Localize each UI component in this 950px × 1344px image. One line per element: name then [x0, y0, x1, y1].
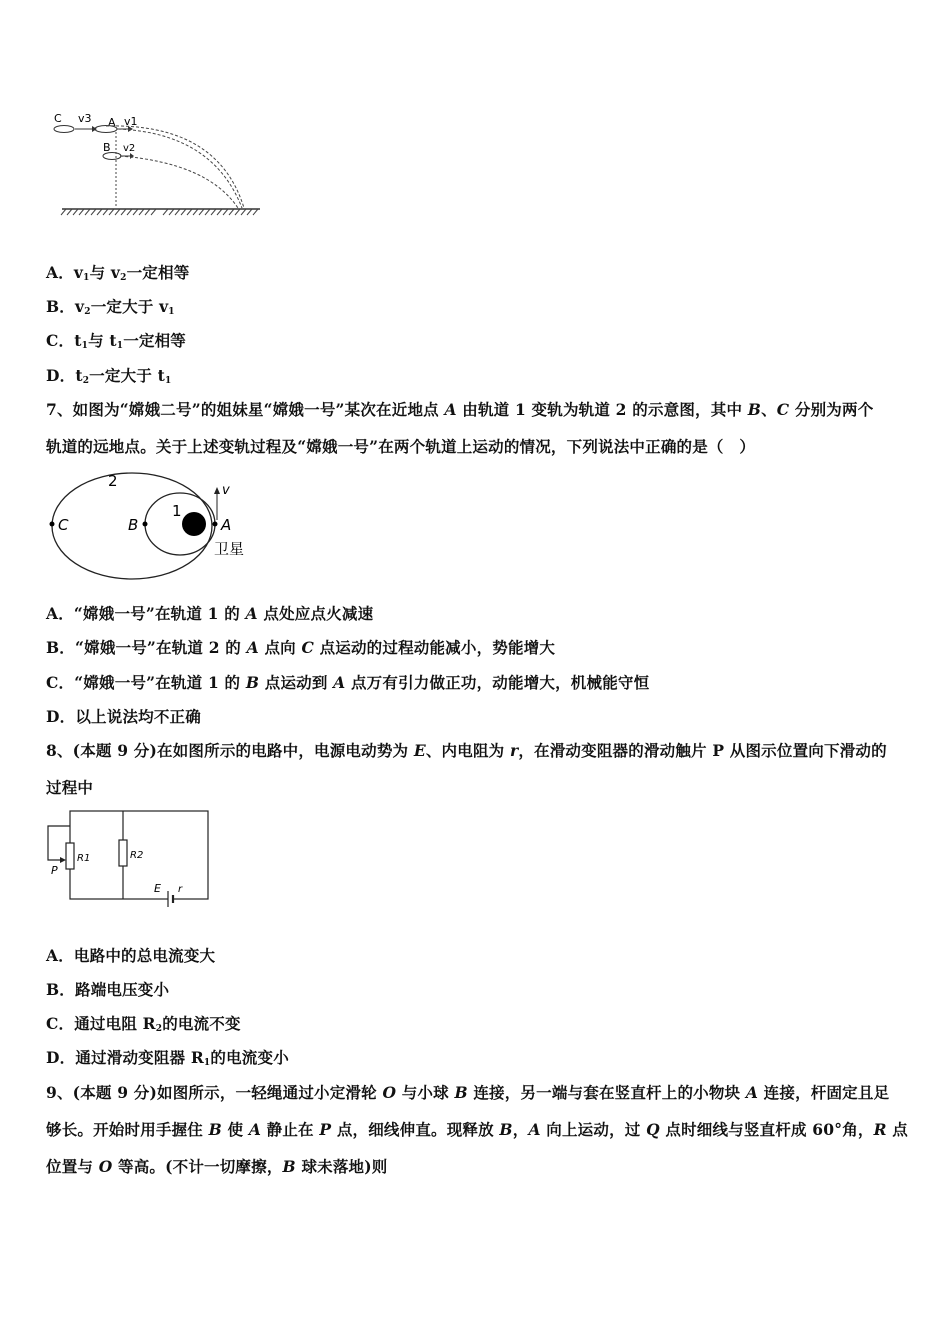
resistor-r1 — [66, 843, 74, 869]
q7-option-b: B．“嫦娥一号”在轨道 2 的 A 点向 C 点运动的过程动能减小，势能增大 — [46, 638, 556, 657]
label-c: C — [54, 112, 62, 125]
q9-line3: 位置与 O 等高。(不计一切摩擦，B 球未落地)则 — [46, 1157, 388, 1176]
q6-option-d: D．$t_2$一定大于 $t_1$ — [46, 366, 172, 386]
label-b: B — [128, 516, 139, 534]
q7-stem-line1: 7、如图为“嫦娥二号”的姐妹星“嫦娥一号”某次在近地点 A 由轨道 1 变轨为轨道 2 的示意图，其中 B、C 分别为两个 — [46, 400, 874, 419]
projectile-figure — [48, 108, 268, 218]
point-a — [213, 522, 218, 527]
q8-option-a: A．电路中的总电流变大 — [46, 946, 216, 965]
label-a: A — [221, 516, 232, 534]
slider-arrow — [60, 857, 66, 863]
label-c: C — [58, 516, 69, 534]
earth-icon — [182, 512, 206, 536]
q9-line2: 够长。开始时用手握住 B 使 A 静止在 P 点，细线伸直。现释放 B，A 向上运动，过 Q 点时细线与竖直杆成 60°角，R 点 — [46, 1120, 908, 1139]
q8-option-c: C．通过电阻 $R_2$的电流不变 — [46, 1014, 241, 1034]
ground-hatch — [61, 209, 258, 215]
q6-option-c: C．$t_1$与 $t_1$一定相等 — [46, 331, 187, 351]
label-b: B — [103, 141, 111, 154]
resistor-r2 — [119, 840, 127, 866]
point-b — [143, 522, 148, 527]
label-r2: R2 — [130, 850, 144, 861]
ball-a-icon — [95, 126, 117, 133]
label-v: v — [222, 483, 230, 498]
q8-option-b: B．路端电压变小 — [46, 980, 170, 999]
q6-option-a: A．$v_1$与 $v_2$一定相等 — [46, 263, 190, 283]
trajectory-c — [106, 126, 244, 208]
point-c — [50, 522, 55, 527]
q8-stem-line1: 8、(本题 9 分)在如图所示的电路中，电源电动势为 E、内电阻为 r，在滑动变阻器的滑动触片 P 从图示位置向下滑动的 — [46, 741, 887, 760]
label-p: P — [51, 864, 58, 877]
label-v1: v1 — [124, 115, 138, 128]
orbit-figure — [48, 470, 263, 582]
label-orbit-2: 2 — [108, 472, 118, 490]
ball-b-icon — [103, 153, 121, 160]
circuit-figure — [44, 808, 214, 903]
label-r1: R1 — [77, 853, 91, 864]
q8-option-d: D．通过滑动变阻器 $R_1$的电流变小 — [46, 1048, 289, 1068]
q9-line1: 9、(本题 9 分)如图所示，一轻绳通过小定滑轮 O 与小球 B 连接，另一端与套在竖直杆上的小物块 A 连接，杆固定且足 — [46, 1083, 890, 1102]
q7-option-a: A．“嫦娥一号”在轨道 1 的 A 点处应点火减速 — [46, 604, 374, 623]
trajectory-b — [120, 156, 238, 208]
trajectory-a — [118, 129, 242, 208]
q6-option-b: B．$v_2$一定大于 $v_1$ — [46, 297, 175, 317]
label-orbit-1: 1 — [172, 502, 182, 520]
label-e: E — [154, 882, 161, 895]
q7-stem-line2: 轨道的远地点。关于上述变轨过程及“嫦娥一号”在两个轨道上运动的情况，下列说法中正确的是（ ） — [46, 437, 756, 456]
label-v2: v2 — [123, 143, 136, 154]
q8-stem-line2: 过程中 — [46, 778, 94, 797]
label-satellite: 卫星 — [214, 540, 245, 558]
label-v3: v3 — [78, 112, 92, 125]
label-a: A — [108, 116, 116, 129]
q7-option-d: D．以上说法均不正确 — [46, 707, 201, 726]
q7-option-c: C．“嫦娥一号”在轨道 1 的 B 点运动到 A 点万有引力做正功，动能增大，机械能守恒 — [46, 673, 650, 692]
label-r: r — [178, 884, 183, 895]
ball-c-icon — [54, 126, 74, 133]
